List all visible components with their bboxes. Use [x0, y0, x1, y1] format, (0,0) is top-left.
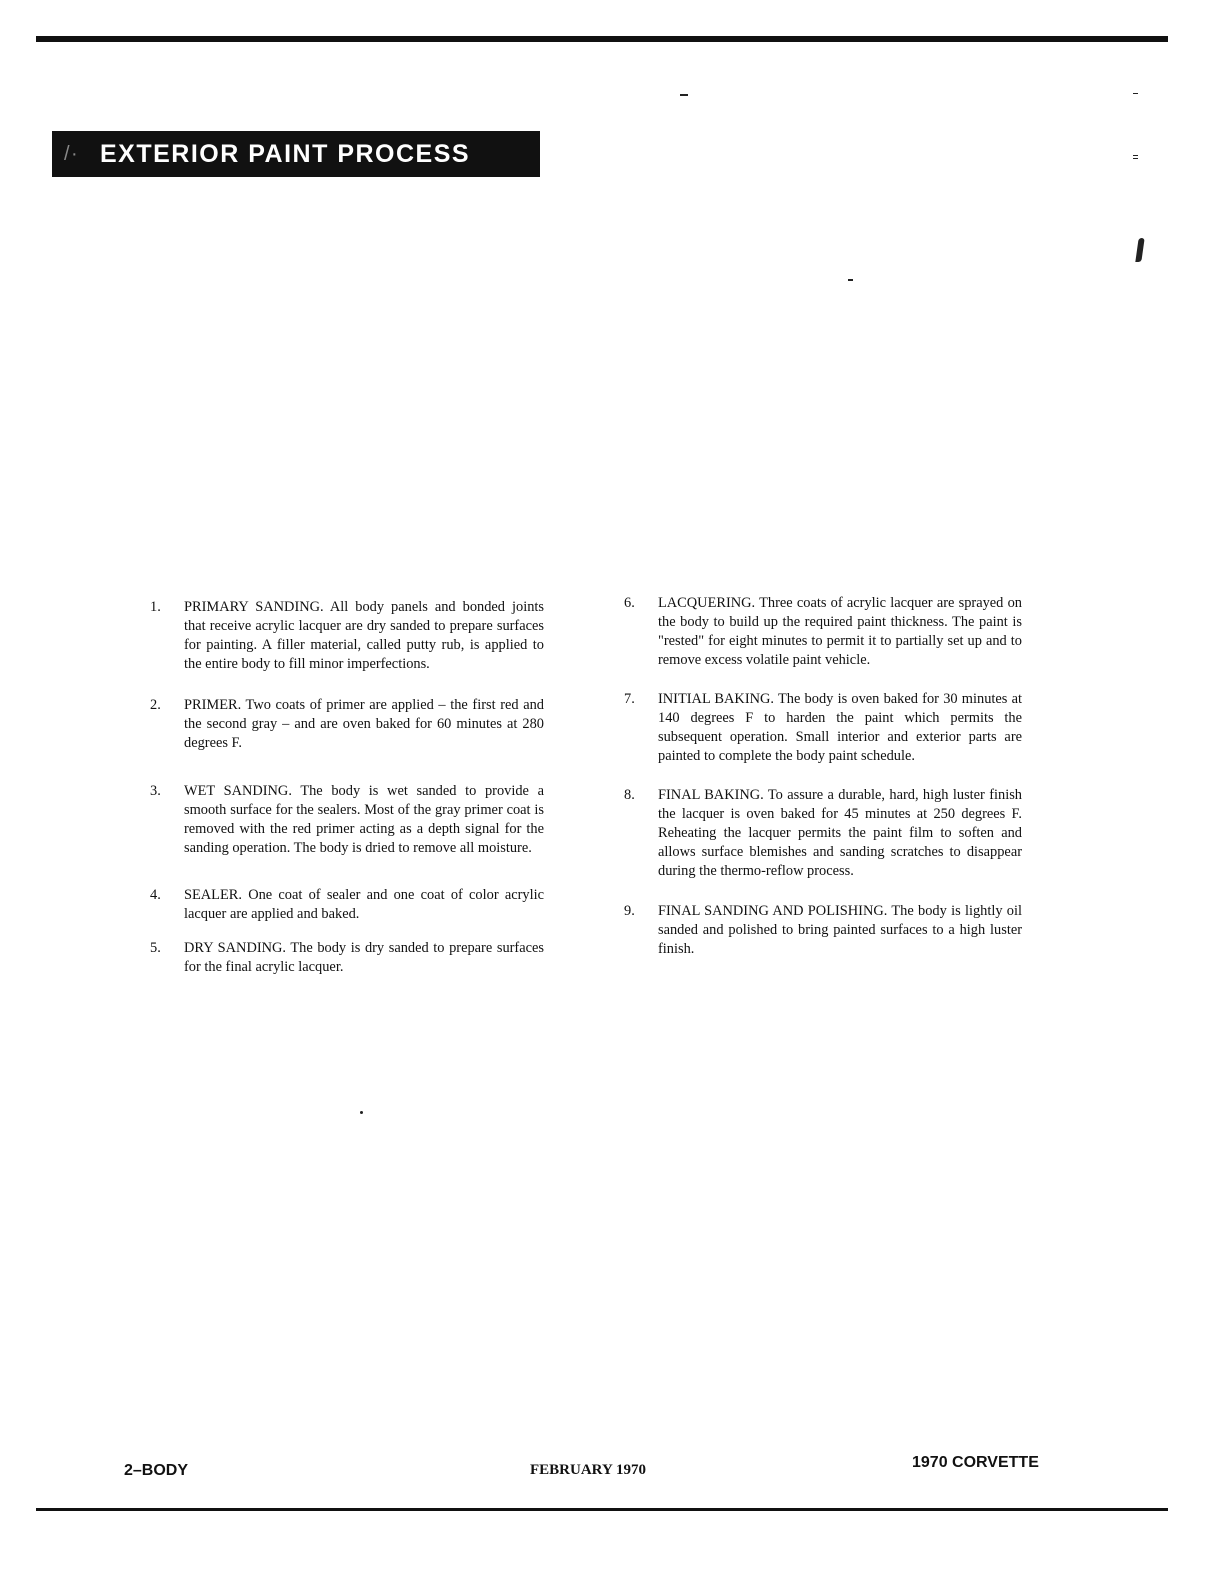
banner-mark: /· [64, 143, 80, 165]
steps-column-right [624, 594, 1022, 959]
top-rule [36, 36, 1168, 42]
step-text: FINAL SANDING AND POLISHING. The body is lightly oil sanded and polished to bring painted surfaces to a high luster finish. [658, 903, 1022, 957]
section-banner [52, 131, 540, 177]
footer-section-label: 2–BODY [124, 1462, 189, 1479]
step-number: 5. [150, 940, 161, 956]
step-number: 9. [624, 903, 635, 919]
step-number: 7. [624, 691, 635, 707]
scan-speck [1133, 155, 1138, 156]
step-text: WET SANDING. The body is wet sanded to provide a smooth surface for the sealers. Most of the gray primer coat is removed with the red primer acting as a depth signal for the sanding operation. The body is dried to remove all moisture. [184, 783, 544, 856]
step-number: 8. [624, 787, 635, 803]
banner-title: EXTERIOR PAINT PROCESS [100, 140, 471, 168]
step-item [150, 886, 544, 924]
scan-speck [848, 279, 853, 281]
bottom-rule [36, 1508, 1168, 1511]
step-item [624, 902, 1022, 959]
scan-speck [1133, 158, 1138, 159]
scan-speck [1133, 93, 1138, 94]
step-text: PRIMER. Two coats of primer are applied – the first red and the second gray – and are oven baked for 60 minutes at 280 degrees F. [184, 697, 544, 751]
step-number: 6. [624, 595, 635, 611]
step-item [624, 594, 1022, 670]
scan-speck [360, 1111, 363, 1114]
step-item [150, 939, 544, 977]
step-text: FINAL BAKING. To assure a durable, hard, high luster finish the lacquer is oven baked for 45 minutes at 250 degrees F. Reheating the lacquer permits the paint film to soften and allows surface blemishes and sanding scratches to disappear during the thermo-reflow process. [658, 787, 1022, 879]
step-item [150, 696, 544, 753]
step-text: SEALER. One coat of sealer and one coat of color acrylic lacquer are applied and baked. [184, 887, 544, 922]
steps-column-left [150, 598, 544, 977]
step-text: LACQUERING. Three coats of acrylic lacquer are sprayed on the body to build up the required paint thickness. The paint is "rested" for eight minutes to permit it to partially set up and to remove excess volatile paint vehicle. [658, 595, 1022, 668]
scan-speck [680, 94, 688, 96]
scan-speck [1135, 238, 1144, 262]
footer-date: FEBRUARY 1970 [530, 1462, 647, 1478]
step-item [624, 690, 1022, 766]
step-number: 4. [150, 887, 161, 903]
step-item [150, 782, 544, 858]
step-number: 2. [150, 697, 161, 713]
step-number: 3. [150, 783, 161, 799]
step-item [624, 786, 1022, 881]
step-text: INITIAL BAKING. The body is oven baked for 30 minutes at 140 degrees F to harden the paint which permits the subsequent operation. Small interior and exterior parts are painted to complete the body paint schedule. [658, 691, 1022, 764]
footer-title: 1970 CORVETTE [912, 1454, 1039, 1471]
step-text: PRIMARY SANDING. All body panels and bonded joints that receive acrylic lacquer are dry sanded to prepare surfaces for painting. A filler material, called putty rub, is applied to the entire body to fill minor imperfections. [184, 599, 544, 672]
step-number: 1. [150, 599, 161, 615]
step-item [150, 598, 544, 674]
step-text: DRY SANDING. The body is dry sanded to prepare surfaces for the final acrylic lacquer. [184, 940, 544, 975]
